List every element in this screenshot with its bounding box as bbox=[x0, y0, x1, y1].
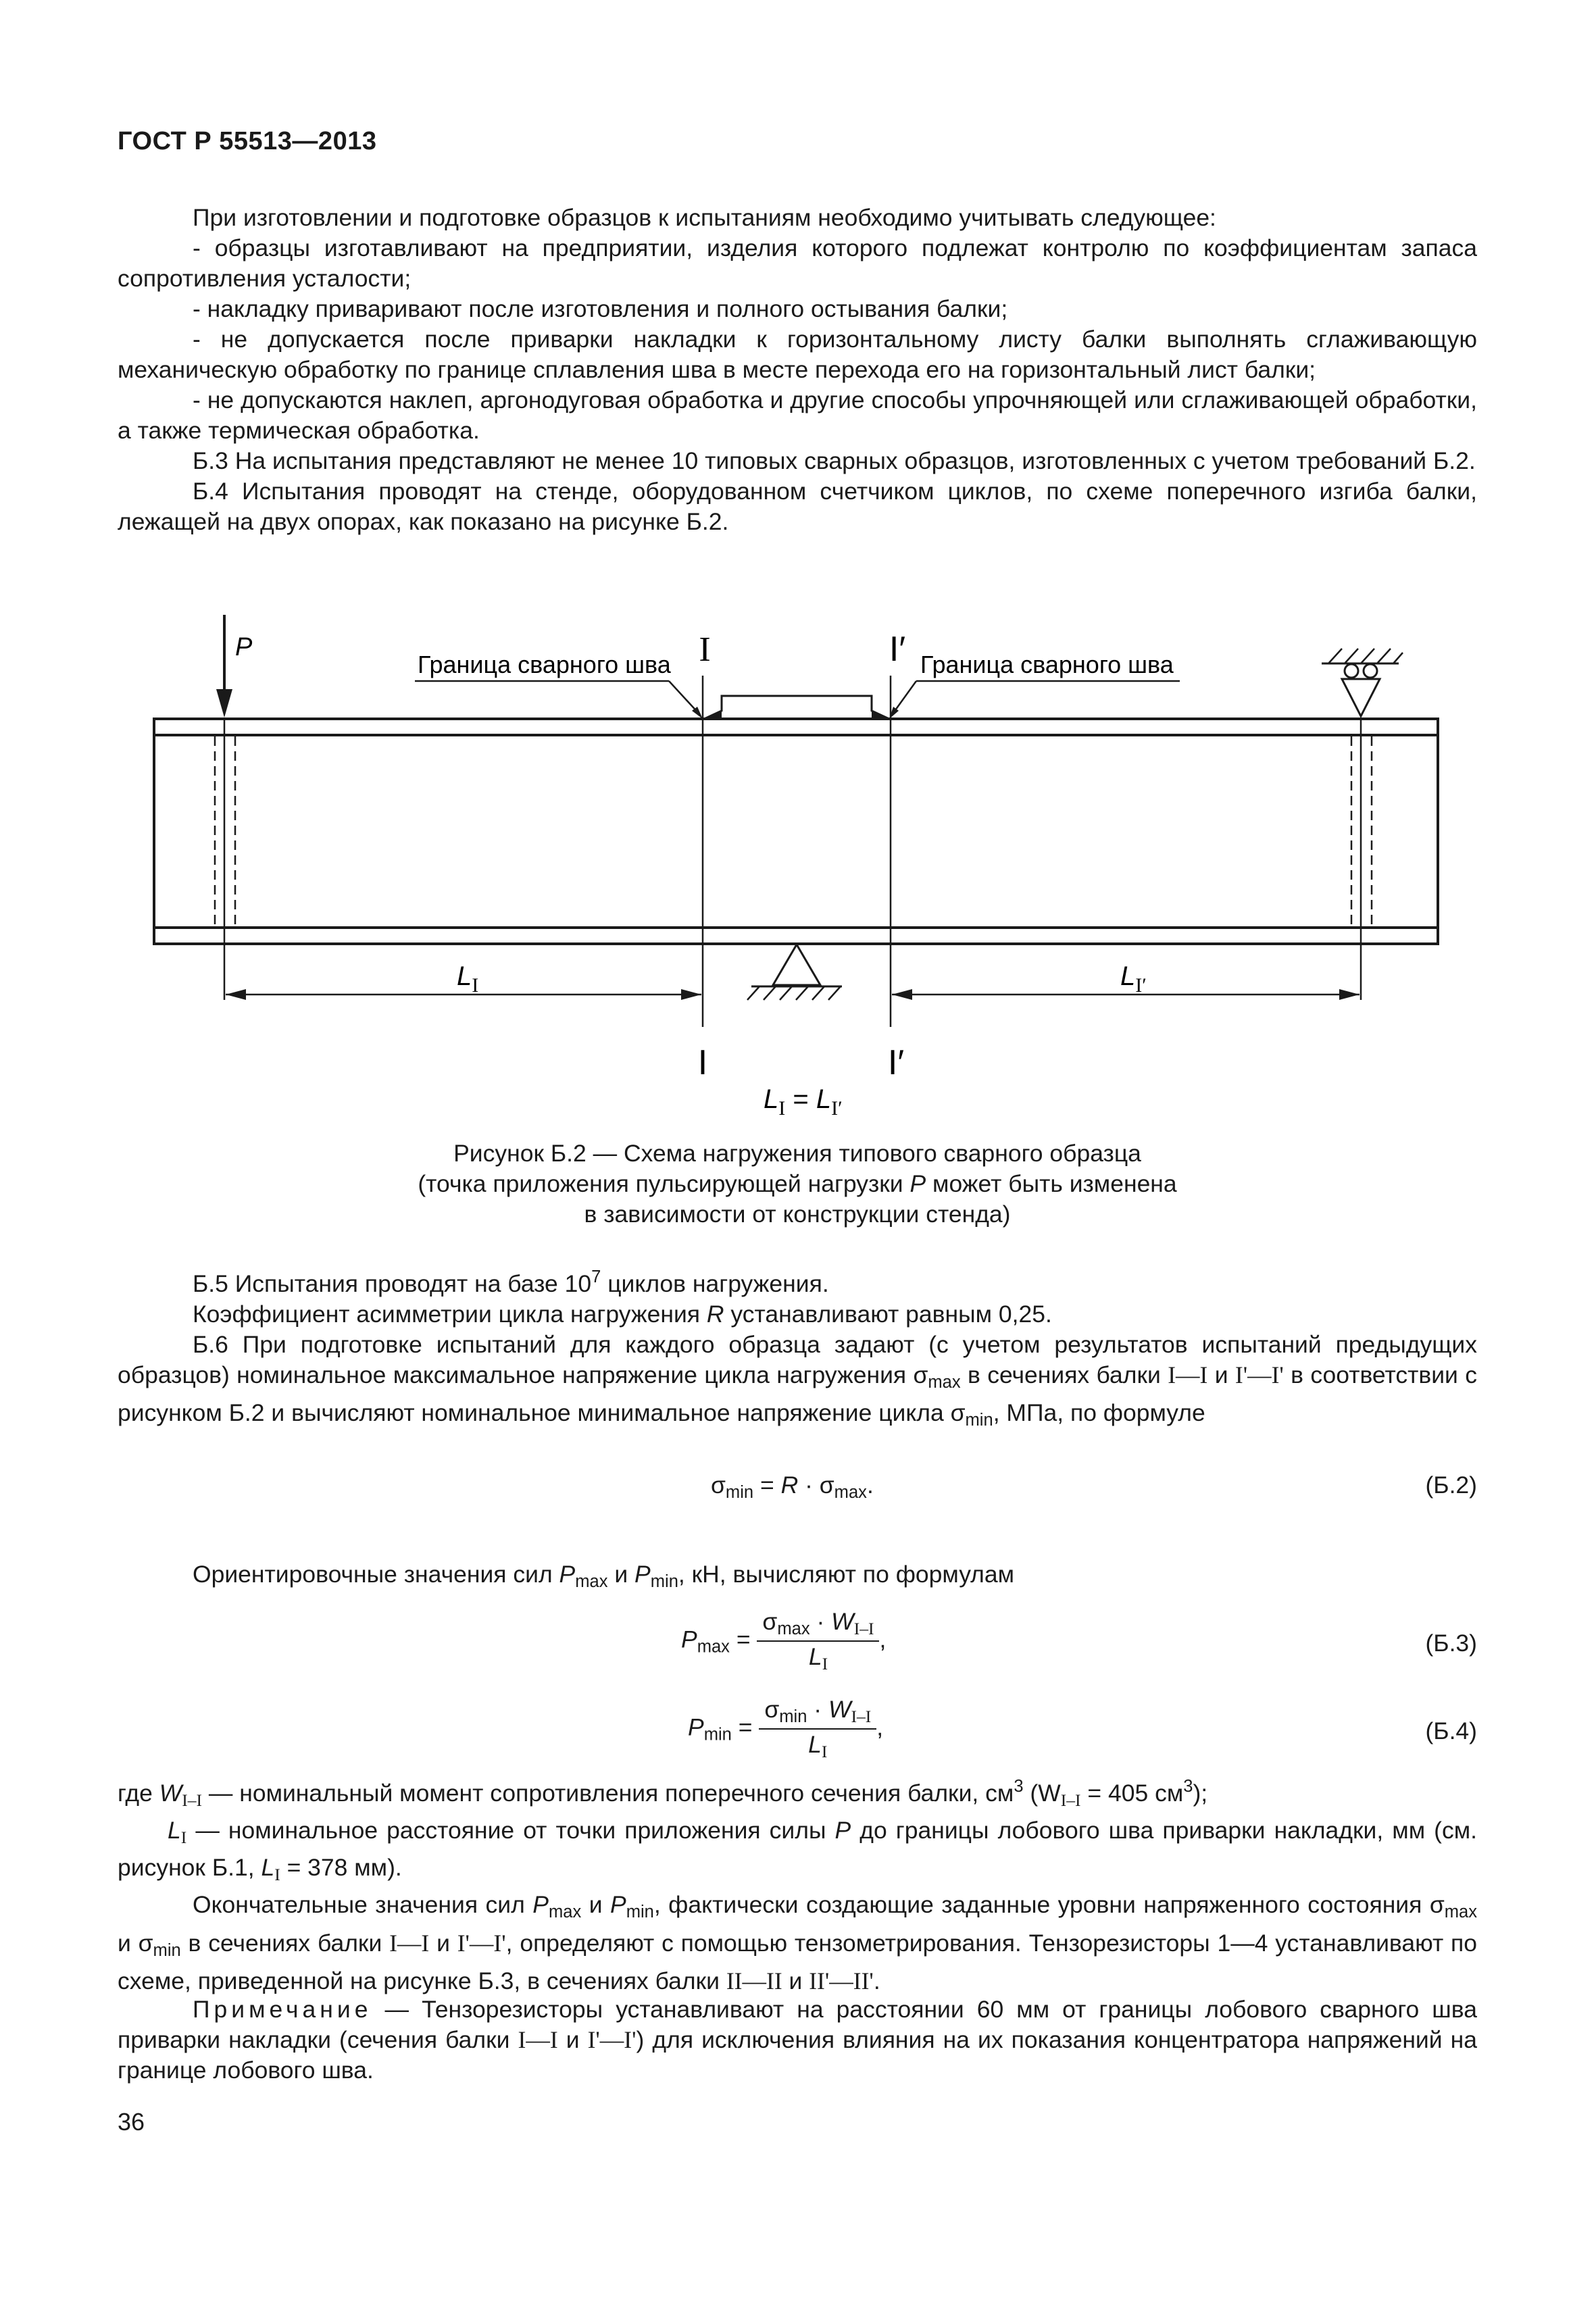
asymmetry-coef: Коэффициент асимметрии цикла нагружения R устанавливают равным 0,25. bbox=[193, 1301, 1052, 1328]
clause-b5: Б.5 Испытания проводят на базе $10^7$ циклов нагружения. bbox=[193, 1267, 829, 1297]
caption-line-1: Рисунок Б.2 — Схема нагружения типового сварного образца bbox=[453, 1140, 1141, 1167]
where-l: $L_I$ — номинальное расстояние от точки приложения силы P до границы лобового шва приварки накладки, мм (см. рисунок Б.1, $L_I = 378$ мм). bbox=[118, 1817, 1478, 1885]
load-label-p: P bbox=[235, 633, 253, 661]
clause-b3: Б.3 На испытания представляют не менее 10 типовых сварных образцов, изготовленных с учетом требований Б.2. bbox=[193, 447, 1476, 474]
clause-b5-b6 bbox=[118, 1269, 1477, 1436]
forces-intro: Ориентировочные значения сил $P_{max}$ и $P_{min}$, кН, вычисляют по формулам bbox=[193, 1561, 1015, 1592]
where-block bbox=[118, 1778, 1477, 1996]
load-arrow bbox=[216, 615, 232, 718]
final-values: Окончательные значения сил $P_{max}$ и $P_{min}$, фактически создающие заданные уровни напряженного состояния $\sigma_{max}$ и $\sigma_{min}$ в сечениях балки I—I и I'—I', определяют с помощью тензометрирования. Тензорезисторы 1—4 устанавливают по схеме, приведенной на рисунке Б.3, в сечениях балки II—II и II'—II'. bbox=[118, 1891, 1477, 1994]
equation-b3: $P_{max}$ = $\frac{\sigma_{max} \cdot W_{I-I}}{L_I}$ , bbox=[681, 1608, 887, 1674]
equation-b3-fraction: $\frac{\sigma_{max} \cdot W_{I-I}}{L_I}$ bbox=[757, 1608, 879, 1674]
cover-plate bbox=[703, 696, 891, 720]
section-iprime-bottom: I′ bbox=[887, 1043, 905, 1082]
clause-b4: Б.4 Испытания проводят на стенде, оборудованном счетчиком циклов, по схеме поперечного изгиба балки, лежащей на двух опорах, как показано на рисунке Б.2. bbox=[118, 478, 1477, 535]
intro-block bbox=[118, 203, 1477, 537]
figure-loading-scheme bbox=[0, 595, 1596, 1149]
stiffeners bbox=[215, 736, 1372, 927]
intro-item-3: - не допускается после приварки накладки к горизонтальному листу балки выполнять сглаживающую механическую обработку по границе сплавления шва в месте перехода его на горизонтальный лист балки; bbox=[118, 326, 1477, 383]
span-equality: $L_I = L_{I'}$ bbox=[764, 1084, 843, 1120]
weld-boundary-right-label: Граница сварного шва bbox=[920, 651, 1174, 678]
span-right-label: $L_{I'}$ bbox=[1120, 961, 1147, 997]
page-number: 36 bbox=[118, 2108, 145, 2136]
where-w: где $W_{I-I}$ — номинальный момент сопротивления поперечного сечения балки, $см^3$ ($W_{I-I} = 405$ $см^3$); bbox=[118, 1776, 1208, 1811]
span-left-label: $L_I$ bbox=[457, 961, 479, 997]
intro-lead: При изготовлении и подготовке образцов к испытаниям необходимо учитывать следующее: bbox=[193, 204, 1216, 231]
intro-item-1: - образцы изготавливают на предприятии, изделия которого подлежат контролю по коэффициентам запаса сопротивления усталости; bbox=[118, 234, 1477, 292]
section-i-top: I bbox=[699, 630, 711, 669]
weld-boundary-left-label: Граница сварного шва bbox=[418, 651, 671, 678]
clause-b6: Б.6 При подготовке испытаний для каждого образца задают (с учетом результатов испытаний предыдущих образцов) номинальное максимальное напряжение цикла нагружения $\sigma_{max}$ в сечениях балки I—I и I'—I' в соответствии с рисунком Б.2 и вычисляют номинальное минимальное напряжение цикла $\sigma_{min}$, МПа, по формуле bbox=[118, 1331, 1477, 1430]
equation-b2: $\sigma_{min} = R \cdot \sigma_{max}$. bbox=[711, 1472, 874, 1503]
intro-item-4: - не допускаются наклеп, аргонодуговая обработка и другие способы упрочняющей или сглаживающей обработки, а также термическая обработка. bbox=[118, 386, 1477, 444]
middle-support bbox=[747, 945, 842, 1000]
intro-item-2: - накладку приваривают после изготовления и полного остывания балки; bbox=[193, 295, 1008, 322]
caption-line-3: в зависимости от конструкции стенда) bbox=[584, 1201, 1011, 1228]
equation-b3-number: (Б.3) bbox=[1425, 1630, 1477, 1657]
caption-line-2: (точка приложения пульсирующей нагрузки P может быть изменена bbox=[418, 1170, 1177, 1197]
section-iprime-top: I′ bbox=[889, 630, 906, 669]
equation-b4-fraction: $\frac{\sigma_{min} \cdot W_{I-I}}{L_I}$ bbox=[759, 1696, 876, 1762]
equation-b2-number: (Б.2) bbox=[1425, 1472, 1477, 1499]
equation-b4: $P_{min}$ = $\frac{\sigma_{min} \cdot W_{I-I}}{L_I}$ , bbox=[688, 1696, 884, 1762]
document-header: ГОСТ Р 55513—2013 bbox=[118, 127, 377, 155]
section-i-bottom: I bbox=[697, 1043, 708, 1082]
right-support bbox=[1322, 649, 1403, 716]
equation-b4-number: (Б.4) bbox=[1425, 1717, 1477, 1744]
note-label: Примечание bbox=[193, 1996, 372, 2023]
figure-caption bbox=[118, 1138, 1477, 1230]
note-block: Примечание — Тензорезисторы устанавливают на расстоянии 60 мм от границы лобового сварного шва приварки накладки (сечения балки I—I и I'—I') для исключения влияния на их показания концентратора напряжений на границе лобового шва. bbox=[118, 1996, 1477, 2084]
beam bbox=[154, 719, 1438, 944]
